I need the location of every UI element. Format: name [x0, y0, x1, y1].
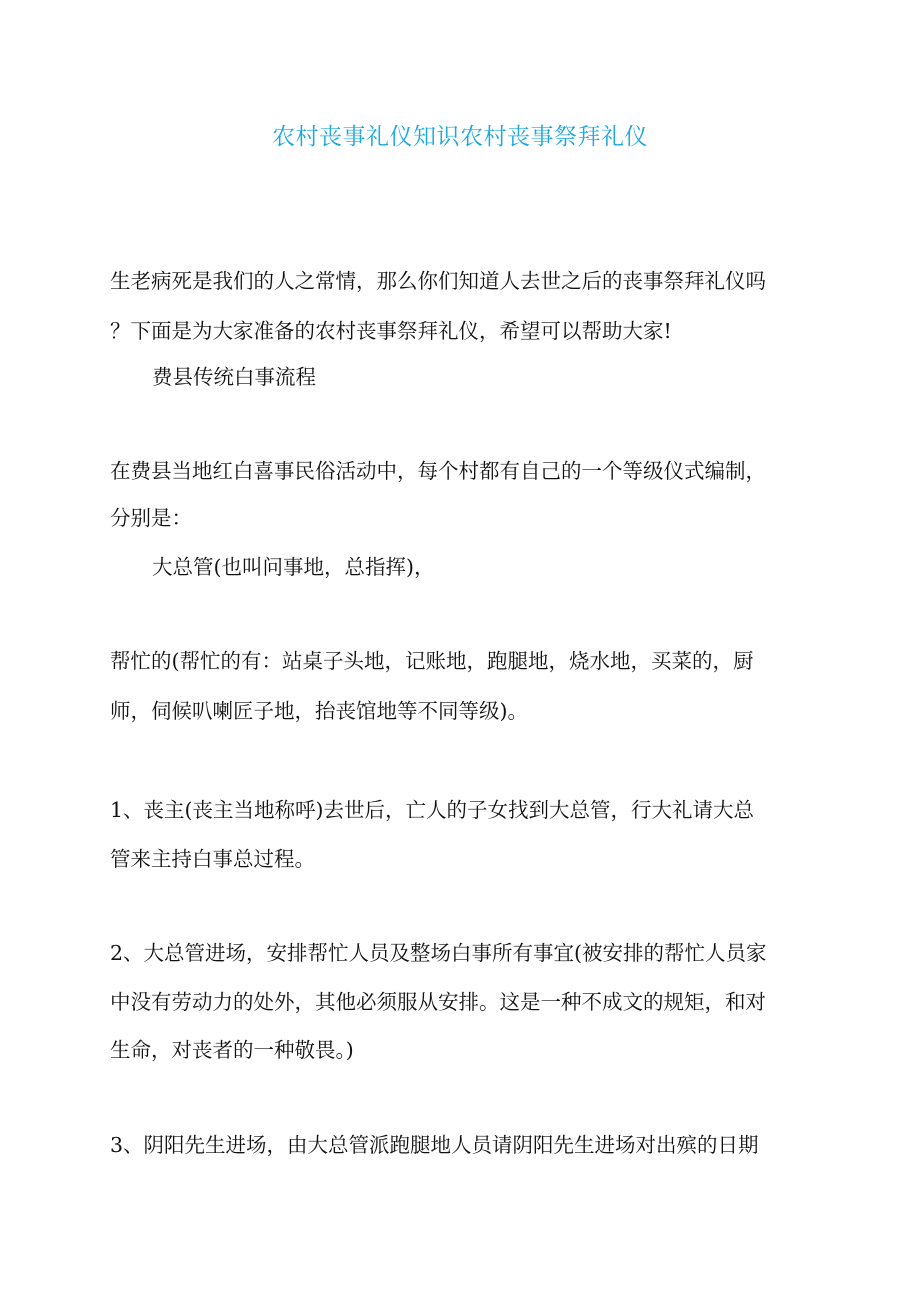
- list-item-1: 1、丧主(丧主当地称呼)去世后，亡人的子女找到大总管，行大礼请大总: [110, 798, 755, 822]
- paragraph-line: 在费县当地红白喜事民俗活动中，每个村都有自己的一个等级仪式编制，: [110, 459, 766, 483]
- paragraph-line: 师，伺候叭喇匠子地，抬丧馆地等不同等级)。: [110, 699, 528, 723]
- list-item-2-cont: 中没有劳动力的处外，其他必须服从安排。这是一种不成文的规矩，和对: [110, 990, 766, 1014]
- list-item-1-cont: 管来主持白事总过程。: [110, 847, 315, 871]
- paragraph-line: 大总管(也叫问事地，总指挥)，: [152, 555, 435, 579]
- list-item-3: 3、阴阳先生进场，由大总管派跑腿地人员请阴阳先生进场对出殡的日期: [110, 1133, 759, 1157]
- paragraph-line: ？下面是为大家准备的农村丧事祭拜礼仪，希望可以帮助大家!: [110, 319, 672, 343]
- paragraph-line: 帮忙的(帮忙的有：站桌子头地，记账地，跑腿地，烧水地，买菜的，厨: [110, 649, 754, 673]
- paragraph-line: 分别是：: [110, 506, 192, 530]
- document-title: 农村丧事礼仪知识农村丧事祭拜礼仪: [272, 124, 648, 150]
- section-heading: 费县传统白事流程: [152, 365, 316, 389]
- paragraph-line: 生老病死是我们的人之常情，那么你们知道人去世之后的丧事祭拜礼仪吗: [110, 269, 766, 293]
- list-item-2: 2、大总管进场，安排帮忙人员及整场白事所有事宜(被安排的帮忙人员家: [110, 941, 767, 965]
- list-item-2-cont: 生命，对丧者的一种敬畏。): [110, 1038, 354, 1062]
